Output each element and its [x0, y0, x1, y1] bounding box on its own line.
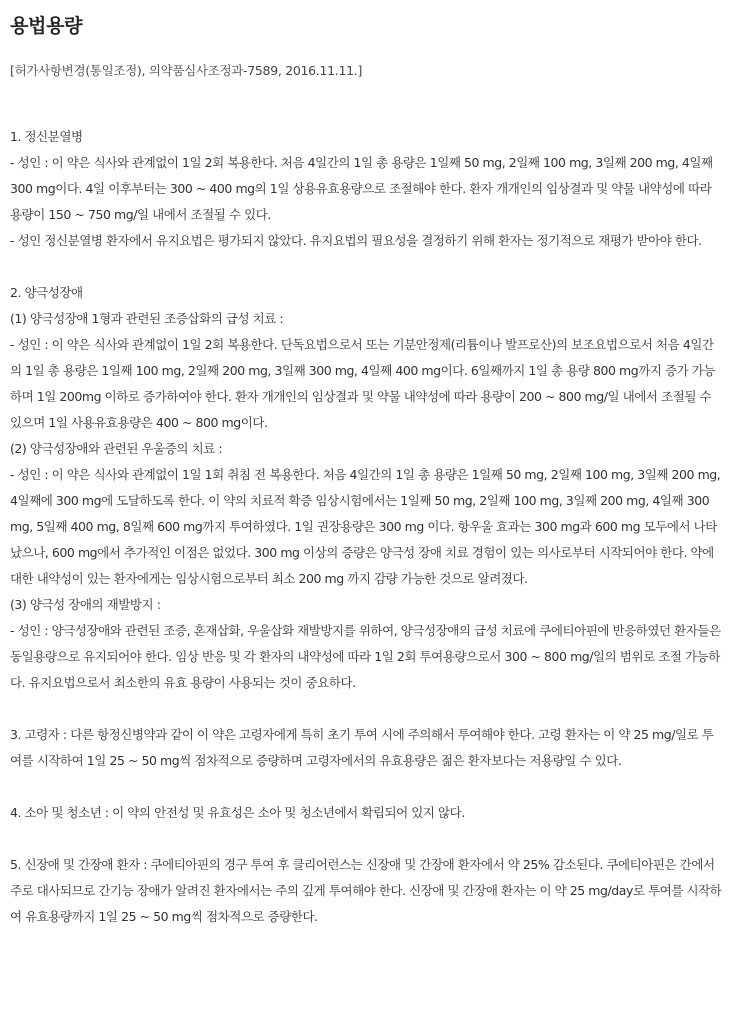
page-title: 용법용량	[10, 15, 83, 37]
paragraph: 5. 신장애 및 간장애 환자 : 쿠에티아핀의 경구 투여 후 클리어런스는 신장애 및 간장애 환자에서 약 25% 감소된다. 쿠에티아핀은 간에서 주로 대사되므로 간기능 장애가 알려진 환자에서는 주의 깊게 투여해야 한다. 신장애 및 간장애 환자는 이 약 25 mg/day로 투여를 시작하여 유효용량까지 1일 25 ~ 50 mg씩 점차적으로 증량한다.	[10, 857, 722, 924]
paragraph: 4. 소아 및 청소년 : 이 약의 안전성 및 유효성은 소아 및 청소년에서 확립되어 있지 않다.	[10, 805, 465, 820]
paragraph: 3. 고령자 : 다른 항정신병약과 같이 이 약은 고령자에게 특히 초기 투여 시에 주의해서 투여해야 한다. 고령 환자는 이 약 25 mg/일로 투여를 시작하여 1일 25 ~ 50 mg씩 점차적으로 증량하며 고령자에서의 유효용량은 젊은 환자보다는 저용량일 수 있다.	[10, 727, 714, 768]
subsection-heading: (1) 양극성장애 1형과 관련된 조증삽화의 급성 치료 :	[10, 311, 284, 326]
section-elderly	[10, 722, 722, 774]
revision-info: [허가사항변경(통일조정), 의약품심사조정과-7589, 2016.11.11.]	[10, 63, 363, 78]
section-pediatric	[10, 800, 722, 826]
paragraph: - 성인 : 이 약은 식사와 관계없이 1일 2회 복용한다. 단독요법으로서 또는 기분안정제(리튬이나 발프로산)의 보조요법으로서 처음 4일간의 1일 총 용량은 1일째 100 mg, 2일째 200 mg, 3일째 300 mg, 4일째 400 mg이다. 6일째까지 1일 총 용량 800 mg까지 증가 가능하며 1일 200mg 이하로 증가하여야 한다. 환자 개개인의 임상결과 및 약물 내약성에 따라 용량이 200 ~ 800 mg/일 내에서 조절될 수 있으며 1일 사용유효용량은 400 ~ 800 mg이다.	[10, 337, 716, 430]
section-heading: 2. 양극성장애	[10, 285, 83, 300]
subsection-heading: (3) 양극성 장애의 재발방지 :	[10, 597, 161, 612]
paragraph: - 성인 : 양극성장애와 관련된 조증, 혼재삽화, 우울삽화 재발방지를 위하여, 양극성장애의 급성 치료에 쿠에티아핀에 반응하였던 환자들은 동일용량으로 유지되어야 한다. 임상 반응 및 각 환자의 내약성에 따라 1일 2회 투여용량으로서 300 ~ 800 mg/일의 범위로 조절 가능하다. 유지요법으로서 최소한의 유효 용량이 사용되는 것이 중요하다.	[10, 623, 721, 690]
section-renal-hepatic	[10, 852, 722, 930]
paragraph: - 성인 정신분열병 환자에서 유지요법은 평가되지 않았다. 유지요법의 필요성을 결정하기 위해 환자는 정기적으로 재평가 받아야 한다.	[10, 233, 702, 248]
dosage-content	[10, 124, 722, 956]
section-bipolar	[10, 280, 722, 696]
paragraph: - 성인 : 이 약은 식사와 관계없이 1일 2회 복용한다. 처음 4일간의 1일 총 용량은 1일째 50 mg, 2일째 100 mg, 3일째 200 mg, 4일째 300 mg이다. 4일 이후부터는 300 ~ 400 mg의 1일 상용유효용량으로 조절해야 한다. 환자 개개인의 임상결과 및 약물 내약성에 따라 용량이 150 ~ 750 mg/일 내에서 조절될 수 있다.	[10, 155, 713, 222]
section-schizophrenia	[10, 124, 722, 254]
paragraph: - 성인 : 이 약은 식사와 관계없이 1일 1회 취침 전 복용한다. 처음 4일간의 1일 총 용량은 1일째 50 mg, 2일째 100 mg, 3일째 200 mg, 4일째에 300 mg에 도달하도록 한다. 이 약의 치료적 확증 임상시험에서는 1일째 50 mg, 2일째 100 mg, 3일째 200 mg, 4일째 300 mg, 5일째 400 mg, 8일째 600 mg까지 투여하였다. 1일 권장용량은 300 mg 이다. 항우울 효과는 300 mg과 600 mg 모두에서 나타났으나, 600 mg에서 추가적인 이점은 없었다. 300 mg 이상의 증량은 양극성 장애 치료 경험이 있는 의사로부터 시작되어야 한다. 약에 대한 내약성이 있는 환자에게는 임상시험으로부터 최소 200 mg 까지 감량 가능한 것으로 알려졌다.	[10, 467, 721, 586]
subsection-heading: (2) 양극성장애와 관련된 우울증의 치료 :	[10, 441, 223, 456]
section-heading: 1. 정신분열병	[10, 129, 83, 144]
